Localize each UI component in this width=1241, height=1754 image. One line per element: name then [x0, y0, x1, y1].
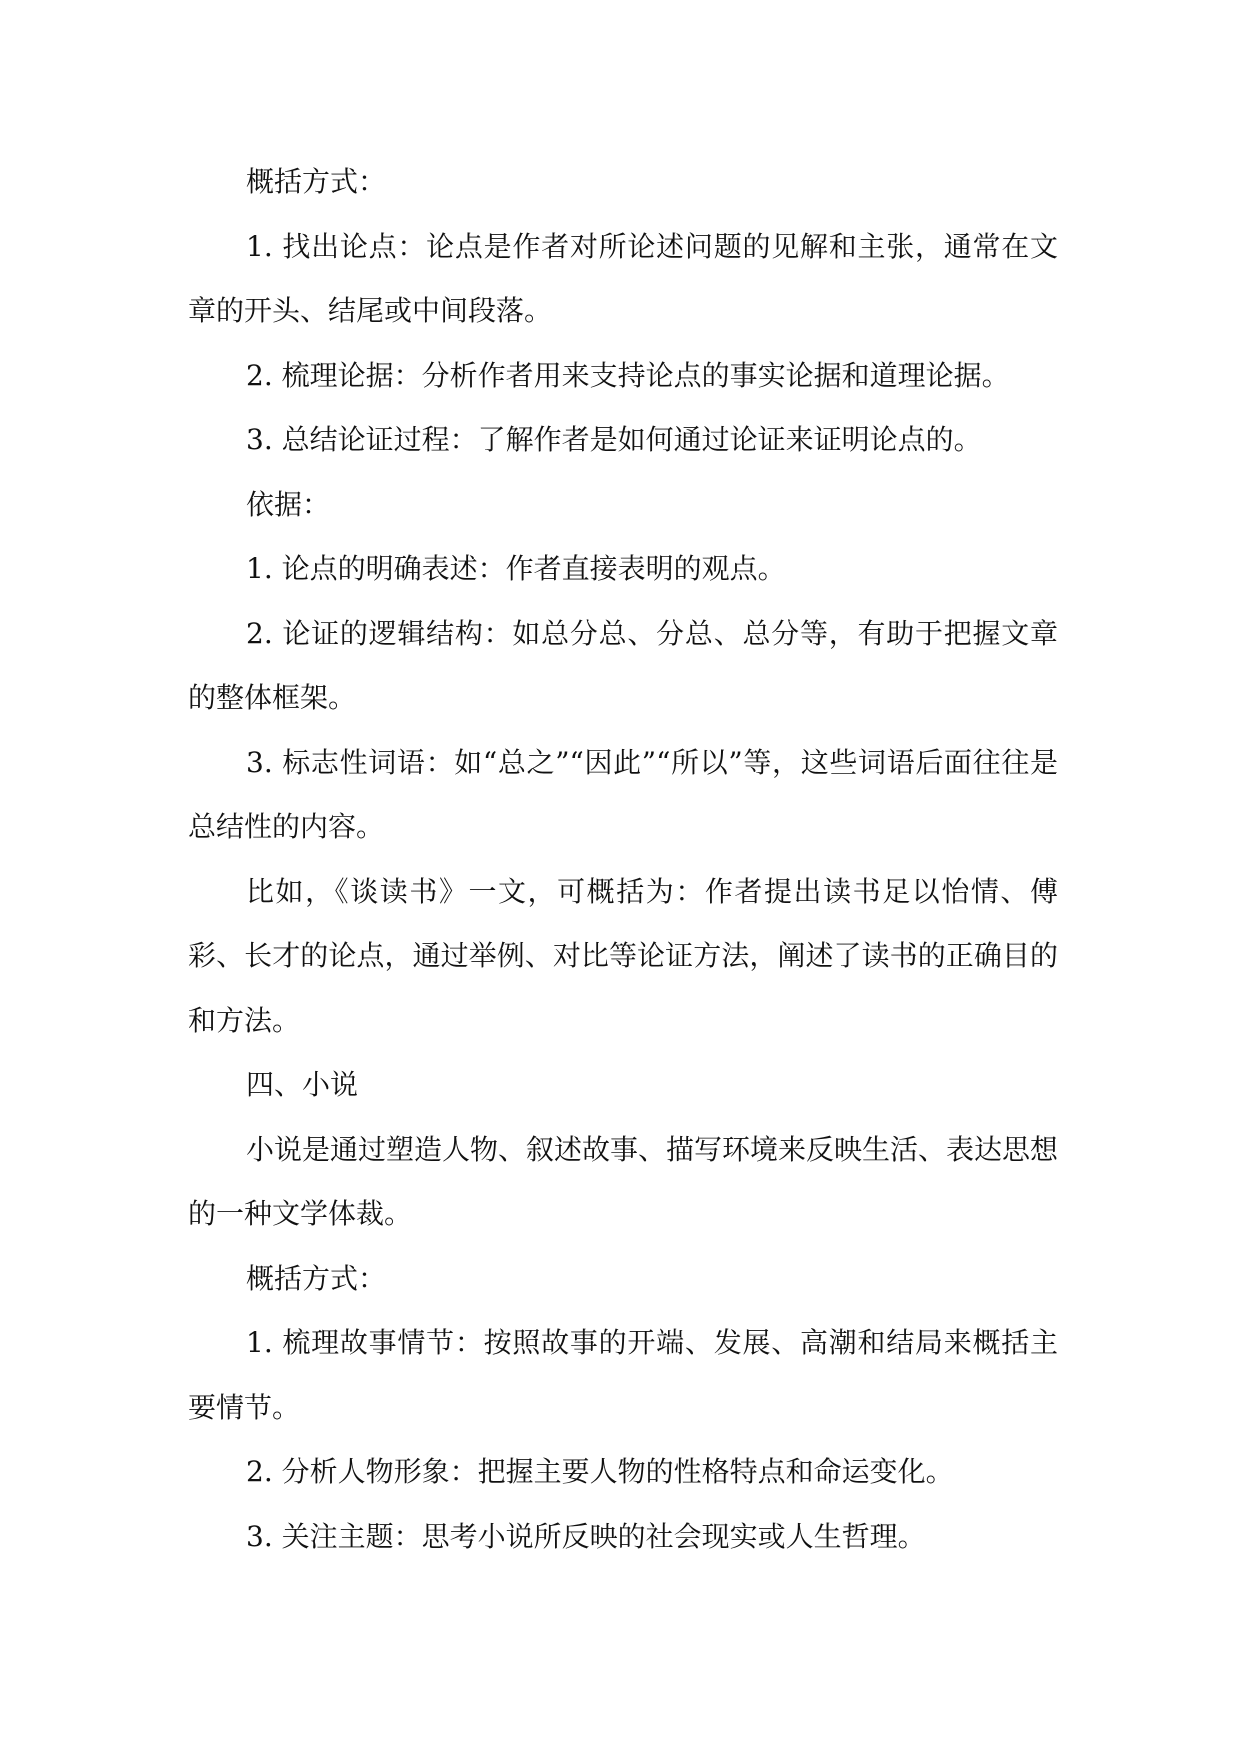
list-item: 1. 梳理故事情节：按照故事的开端、发展、高潮和结局来概括主要情节。 [188, 1326, 1058, 1424]
list-item: 3. 标志性词语：如“总之”“因此”“所以”等，这些词语后面往往是总结性的内容。 [188, 745, 1058, 843]
list-item: 1. 论点的明确表述：作者直接表明的观点。 [246, 552, 786, 585]
heading-summary-method: 概括方式： [246, 165, 387, 198]
list-item: 2. 论证的逻辑结构：如总分总、分总、总分等，有助于把握文章的整体框架。 [188, 616, 1058, 714]
list-item: 3. 总结论证过程：了解作者是如何通过论证来证明论点的。 [246, 423, 982, 456]
list-item: 2. 梳理论据：分析作者用来支持论点的事实论据和道理论据。 [246, 358, 1010, 392]
example-paragraph: 比如，《谈读书》一文，可概括为：作者提出读书足以怡情、傅彩、长才的论点，通过举例、对比等论证方法，阐述了读书的正确目的和方法。 [188, 874, 1058, 1037]
list-item: 1. 找出论点：论点是作者对所论述问题的见解和主张，通常在文章的开头、结尾或中间段落。 [188, 229, 1058, 327]
heading-summary-method: 概括方式： [246, 1261, 387, 1295]
section-heading-novel: 四、小说 [246, 1068, 359, 1101]
list-item: 3. 关注主题：思考小说所反映的社会现实或人生哲理。 [246, 1519, 926, 1553]
list-item: 2. 分析人物形象：把握主要人物的性格特点和命运变化。 [246, 1455, 954, 1488]
document-body [188, 150, 1058, 1569]
definition-paragraph: 小说是通过塑造人物、叙述故事、描写环境来反映生活、表达思想的一种文学体裁。 [188, 1132, 1059, 1230]
heading-basis: 依据： [246, 487, 331, 521]
